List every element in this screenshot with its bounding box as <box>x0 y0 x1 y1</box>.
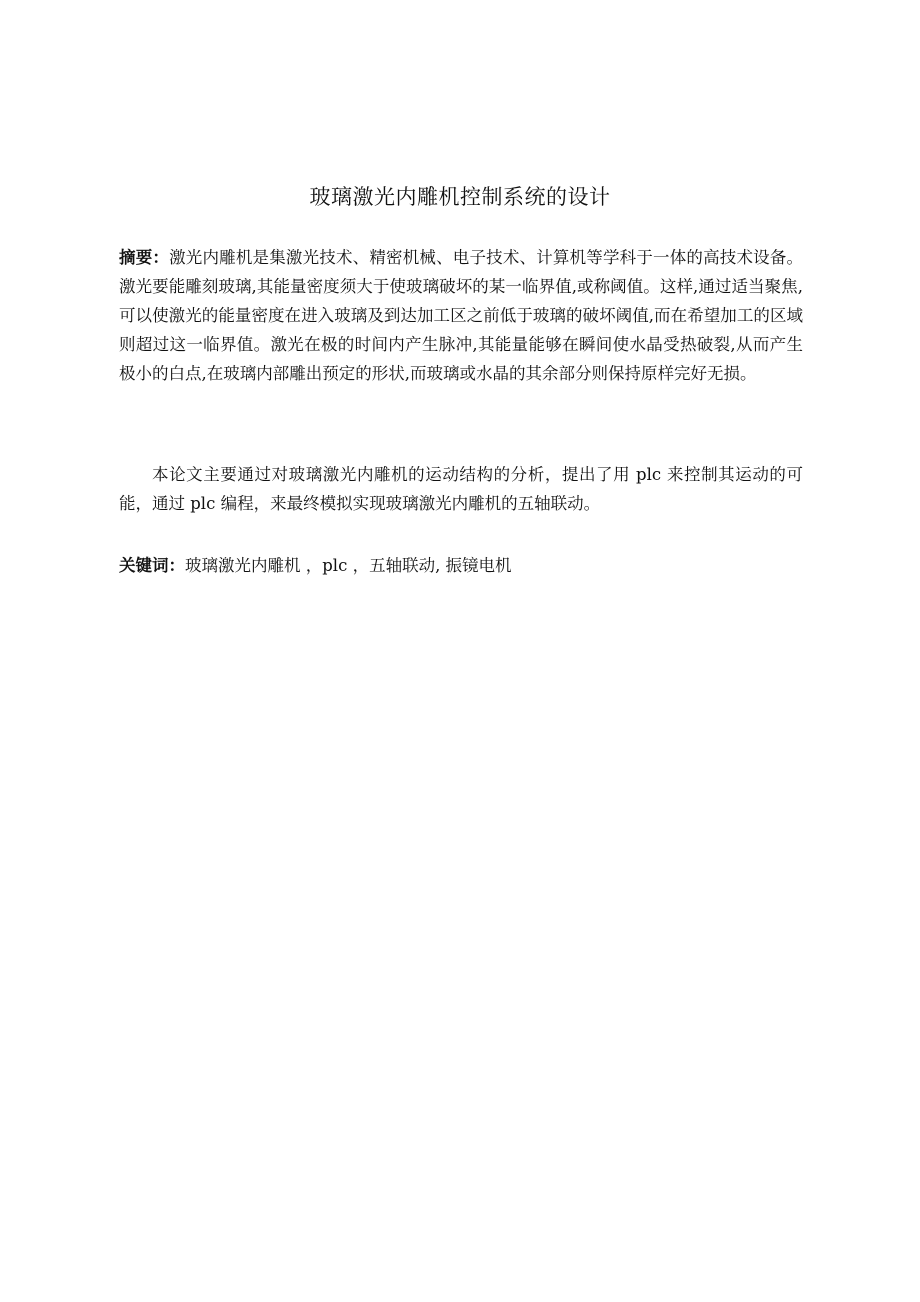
body-paragraph: 本论文主要通过对玻璃激光内雕机的运动结构的分析，提出了用 plc 来控制其运动的可能，通过 plc 编程，来最终模拟实现玻璃激光内雕机的五轴联动。 <box>119 465 803 513</box>
keywords-text: 玻璃激光内雕机 ，plc ，五轴联动, 振镜电机 <box>185 556 512 575</box>
abstract-label: 摘要： <box>119 248 170 267</box>
abstract-text: 激光内雕机是集激光技术、精密机械、电子技术、计算机等学科于一体的高技术设备。激光要能雕刻玻璃,其能量密度须大于使玻璃破坏的某一临界值,或称阈值。这样,通过适当聚焦,可以使激光的能量密度在进入玻璃及到达加工区之前低于玻璃的破坏阈值,而在希望加工的区域则超过这一临界值。激光在极的时间内产生脉冲,其能量能够在瞬间使水晶受热破裂,从而产生极小的白点,在玻璃内部雕出预定的形状,而玻璃或水晶的其余部分则保持原样完好无损。 <box>119 248 803 383</box>
keywords-line <box>119 551 803 580</box>
keywords-label: 关键词： <box>119 556 185 575</box>
abstract-paragraph <box>119 243 803 388</box>
document-title: 玻璃激光内雕机控制系统的设计 <box>309 185 611 209</box>
